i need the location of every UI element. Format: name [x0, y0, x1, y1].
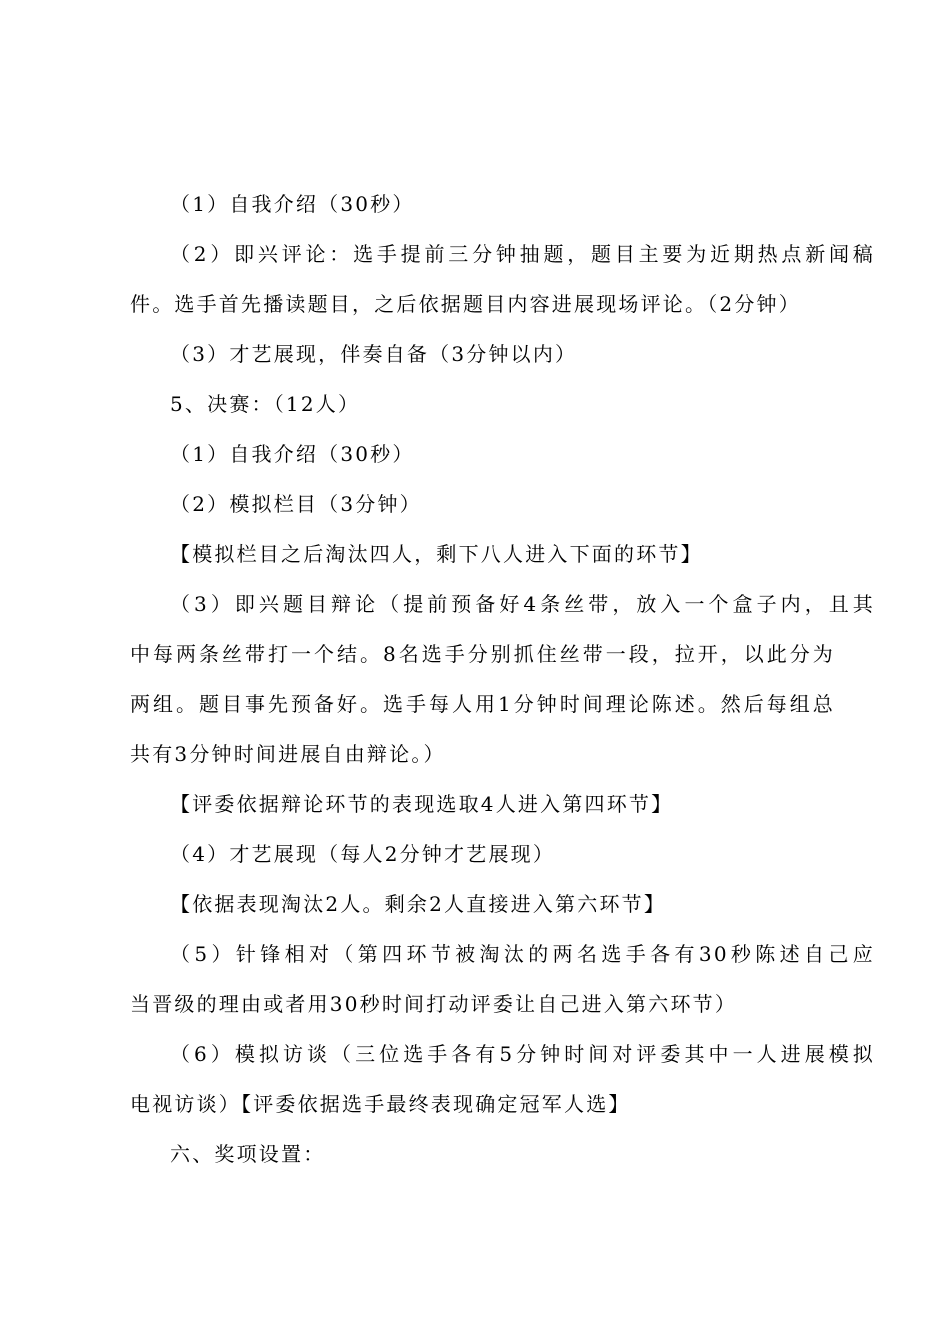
bracket-note: 【评委依据辩论环节的表现选取4人进入第四环节】: [170, 792, 674, 816]
text-line: 件。选手首先播读题目，之后依据题目内容进展现场评论。（2分钟）: [130, 292, 801, 316]
section-heading: 5、决赛：（12人）: [170, 392, 361, 416]
text-line: 共有3分钟时间进展自由辩论。）: [130, 742, 446, 766]
text-line: （2）即兴评论：选手提前三分钟抽题，题目主要为近期热点新闻稿: [170, 242, 875, 266]
text-line: （1）自我介绍（30秒）: [170, 192, 415, 216]
section-heading: 六、奖项设置：: [170, 1142, 326, 1166]
text-line: （5）针锋相对（第四环节被淘汰的两名选手各有30秒陈述自己应: [170, 942, 875, 966]
text-line: 电视访谈）【评委依据选手最终表现确定冠军人选】: [130, 1092, 631, 1116]
text-line: 中每两条丝带打一个结。8名选手分别抓住丝带一段，拉开，以此分为: [130, 642, 835, 666]
bracket-note: 【依据表现淘汰2人。剩余2人直接进入第六环节】: [170, 892, 667, 916]
text-line: 当晋级的理由或者用30秒时间打动评委让自己进入第六环节）: [130, 992, 738, 1016]
text-line: （1）自我介绍（30秒）: [170, 442, 415, 466]
text-line: 两组。题目事先预备好。选手每人用1分钟时间理论陈述。然后每组总: [130, 692, 835, 716]
text-line: （2）模拟栏目（3分钟）: [170, 492, 422, 516]
text-line: （3）即兴题目辩论（提前预备好4条丝带，放入一个盒子内，且其: [170, 592, 875, 616]
bracket-note: 【模拟栏目之后淘汰四人，剩下八人进入下面的环节】: [170, 542, 703, 566]
text-line: （6）模拟访谈（三位选手各有5分钟时间对评委其中一人进展模拟: [170, 1042, 875, 1066]
text-line: （3）才艺展现，伴奏自备（3分钟以内）: [170, 342, 578, 366]
text-line: （4）才艺展现（每人2分钟才艺展现）: [170, 842, 556, 866]
